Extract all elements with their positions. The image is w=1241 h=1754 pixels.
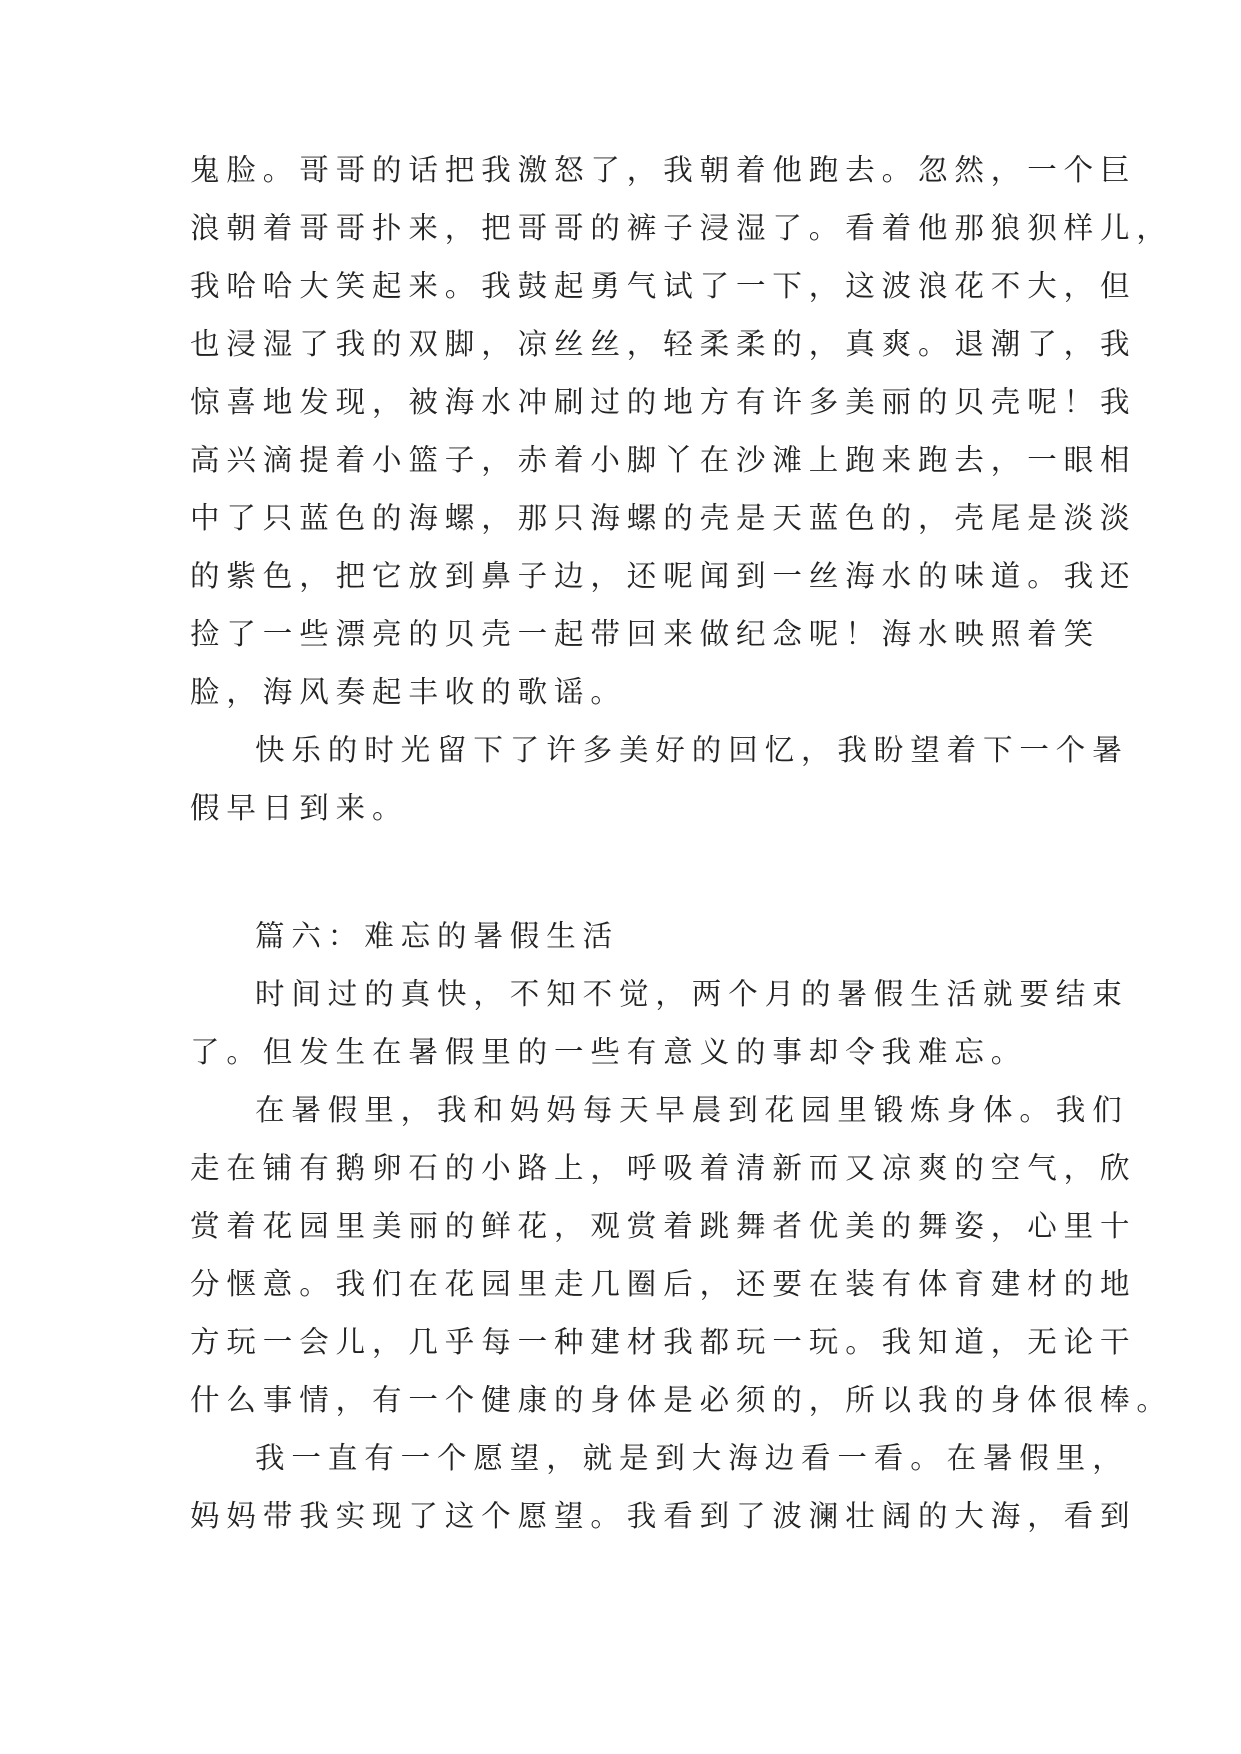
text-line: 假早日到来。: [190, 791, 409, 825]
text-line: 的紫色，把它放到鼻子边，还呢闻到一丝海水的味道。我还: [190, 559, 1137, 593]
text-line: 时间过的真快，不知不觉，两个月的暑假生活就要结束: [255, 977, 1129, 1011]
text-line: 也浸湿了我的双脚，凉丝丝，轻柔柔的，真爽。退潮了，我: [190, 327, 1137, 361]
text-line: 了。但发生在暑假里的一些有意义的事却令我难忘。: [190, 1035, 1028, 1069]
text-line: 快乐的时光留下了许多美好的回忆，我盼望着下一个暑: [255, 733, 1129, 767]
text-line: 我哈哈大笑起来。我鼓起勇气试了一下，这波浪花不大，但: [190, 269, 1137, 303]
text-line: 我一直有一个愿望，就是到大海边看一看。在暑假里，: [255, 1441, 1129, 1475]
text-line: 什么事情，有一个健康的身体是必须的，所以我的身体很棒。: [190, 1383, 1173, 1417]
section-title: 篇六：难忘的暑假生活: [255, 919, 620, 953]
text-line: 中了只蓝色的海螺，那只海螺的壳是天蓝色的，壳尾是淡淡: [190, 501, 1137, 535]
text-line: 分惬意。我们在花园里走几圈后，还要在装有体育建材的地: [190, 1267, 1137, 1301]
text-line: 赏着花园里美丽的鲜花，观赏着跳舞者优美的舞姿，心里十: [190, 1209, 1137, 1243]
text-line: 方玩一会儿，几乎每一种建材我都玩一玩。我知道，无论干: [190, 1325, 1137, 1359]
text-line: 惊喜地发现，被海水冲刷过的地方有许多美丽的贝壳呢！我: [190, 385, 1137, 419]
text-line: 脸，海风奏起丰收的歌谣。: [190, 675, 627, 709]
text-line: 捡了一些漂亮的贝壳一起带回来做纪念呢！海水映照着笑: [190, 617, 1101, 651]
text-line: 走在铺有鹅卵石的小路上，呼吸着清新而又凉爽的空气，欣: [190, 1151, 1137, 1185]
text-line: 浪朝着哥哥扑来，把哥哥的裤子浸湿了。看着他那狼狈样儿，: [190, 211, 1173, 245]
text-line: 鬼脸。哥哥的话把我激怒了，我朝着他跑去。忽然，一个巨: [190, 153, 1137, 187]
text-line: 在暑假里，我和妈妈每天早晨到花园里锻炼身体。我们: [255, 1093, 1129, 1127]
text-line: 高兴滴提着小篮子，赤着小脚丫在沙滩上跑来跑去，一眼相: [190, 443, 1137, 477]
text-line: 妈妈带我实现了这个愿望。我看到了波澜壮阔的大海，看到: [190, 1499, 1137, 1533]
